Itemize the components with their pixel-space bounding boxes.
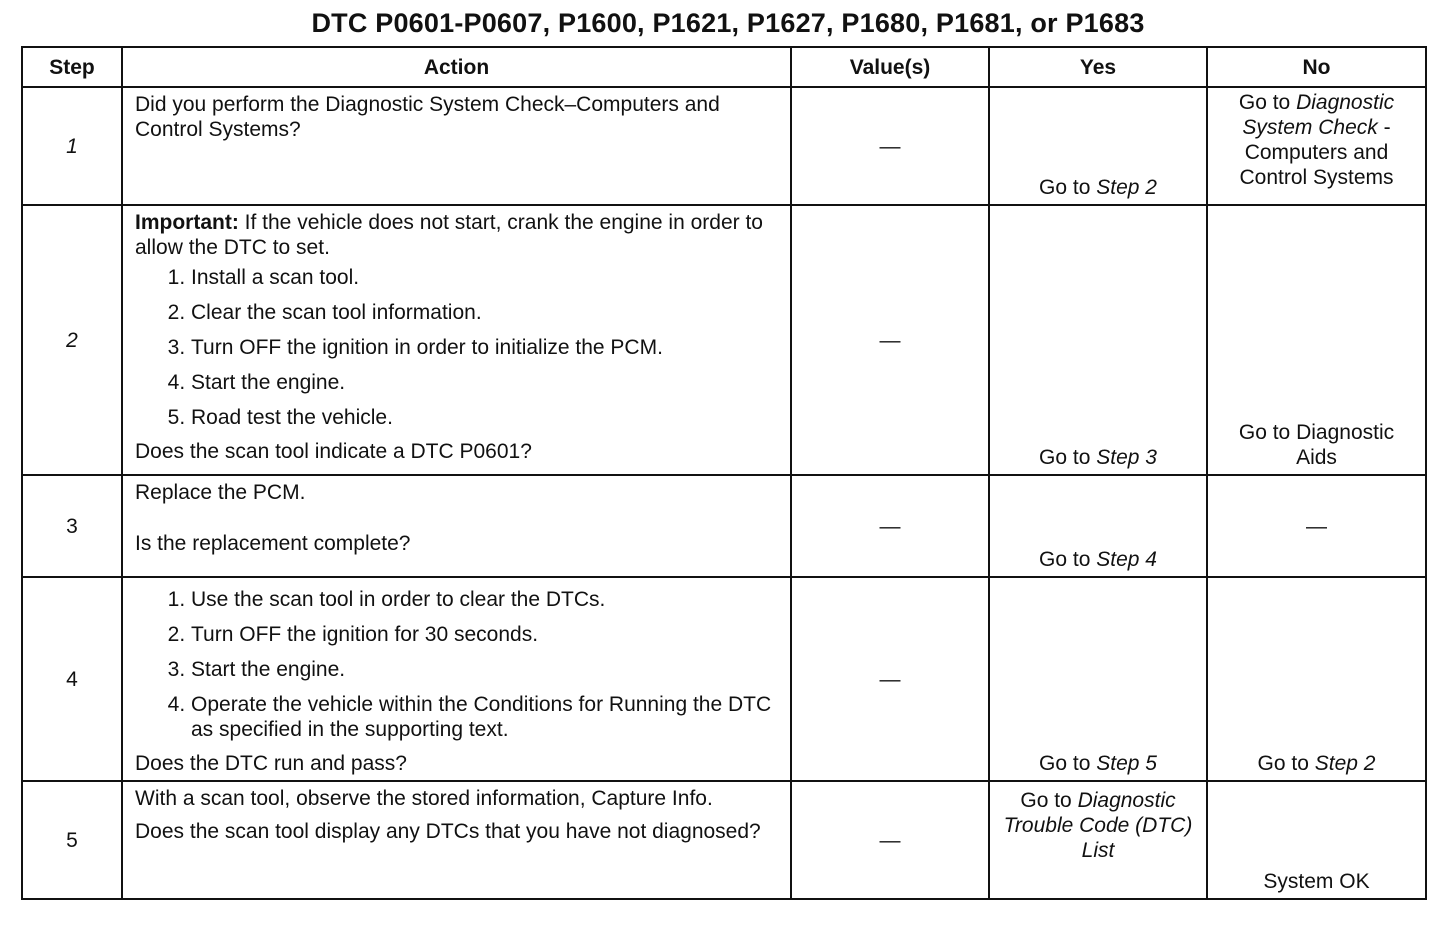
list-item: 3. Start the engine.	[191, 652, 780, 687]
no-cell	[1207, 205, 1426, 475]
no-link[interactable]: System OK	[1263, 870, 1370, 893]
column-header-step: Step	[22, 47, 122, 87]
action-cell	[122, 781, 791, 899]
list-item: 4. Operate the vehicle within the Conditions for Running the DTC as specified in the supporting text.	[191, 687, 780, 747]
yes-cell	[989, 205, 1207, 475]
yes-cell	[989, 475, 1207, 577]
column-header-yes: Yes	[989, 47, 1207, 87]
list-item: 4. Start the engine.	[191, 365, 780, 400]
no-cell	[1207, 577, 1426, 781]
action-text: Did you perform the Diagnostic System Check–Computers and Control Systems?	[135, 93, 720, 141]
list-item: 5. Road test the vehicle.	[191, 400, 780, 435]
yes-link[interactable]: Go to Step 2	[1039, 176, 1157, 199]
no-link[interactable]: Go to Step 2	[1257, 752, 1376, 775]
action-cell	[122, 475, 791, 577]
table-row	[22, 205, 1426, 475]
action-question: Does the scan tool indicate a DTC P0601?	[135, 440, 532, 463]
action-cell	[122, 205, 791, 475]
column-header-no: No	[1207, 47, 1426, 87]
procedure-list	[135, 260, 780, 435]
table-row	[22, 577, 1426, 781]
value-cell: —	[791, 475, 989, 577]
no-link[interactable]: Go to Diagnostic System Check - Computers and Control Systems	[1238, 91, 1395, 189]
no-cell: —	[1207, 475, 1426, 577]
value-cell: —	[791, 205, 989, 475]
step-number: 3	[22, 475, 122, 577]
no-link[interactable]: Go to Diagnostic Aids	[1238, 421, 1395, 469]
yes-cell	[989, 577, 1207, 781]
diagnostic-table	[21, 46, 1427, 900]
list-item: 3. Turn OFF the ignition in order to initialize the PCM.	[191, 330, 780, 365]
list-item: 1. Use the scan tool in order to clear the DTCs.	[191, 582, 780, 617]
yes-link[interactable]: Go to Step 5	[1039, 752, 1157, 775]
action-question: Does the scan tool display any DTCs that you have not diagnosed?	[135, 820, 761, 843]
list-item: 2. Clear the scan tool information.	[191, 295, 780, 330]
no-cell	[1207, 87, 1426, 205]
page-title: DTC P0601-P0607, P1600, P1621, P1627, P1680, P1681, or P1683	[311, 8, 1145, 38]
no-cell	[1207, 781, 1426, 899]
important-note: Important: If the vehicle does not start, crank the engine in order to allow the DTC to set.	[135, 211, 763, 259]
value-cell: —	[791, 577, 989, 781]
column-header-values: Value(s)	[791, 47, 989, 87]
yes-link[interactable]: Go to Step 3	[1039, 446, 1157, 469]
list-item: 1. Install a scan tool.	[191, 260, 780, 295]
value-cell: —	[791, 781, 989, 899]
table-row	[22, 475, 1426, 577]
action-text: With a scan tool, observe the stored information, Capture Info.	[135, 787, 713, 810]
action-text: Replace the PCM.	[135, 481, 306, 504]
step-number: 2	[22, 205, 122, 475]
column-header-action: Action	[122, 47, 791, 87]
yes-link[interactable]: Go to Diagnostic Trouble Code (DTC) List	[1003, 789, 1193, 862]
table-row	[22, 781, 1426, 899]
table-row	[22, 87, 1426, 205]
value-cell: —	[791, 87, 989, 205]
action-cell	[122, 87, 791, 205]
action-question: Does the DTC run and pass?	[135, 752, 407, 775]
list-item: 2. Turn OFF the ignition for 30 seconds.	[191, 617, 780, 652]
table-header-row	[22, 47, 1426, 87]
action-cell	[122, 577, 791, 781]
step-number: 4	[22, 577, 122, 781]
action-question: Is the replacement complete?	[135, 532, 411, 555]
yes-cell	[989, 781, 1207, 899]
procedure-list	[135, 582, 780, 747]
step-number: 5	[22, 781, 122, 899]
yes-link[interactable]: Go to Step 4	[1039, 548, 1157, 571]
step-number: 1	[22, 87, 122, 205]
yes-cell	[989, 87, 1207, 205]
